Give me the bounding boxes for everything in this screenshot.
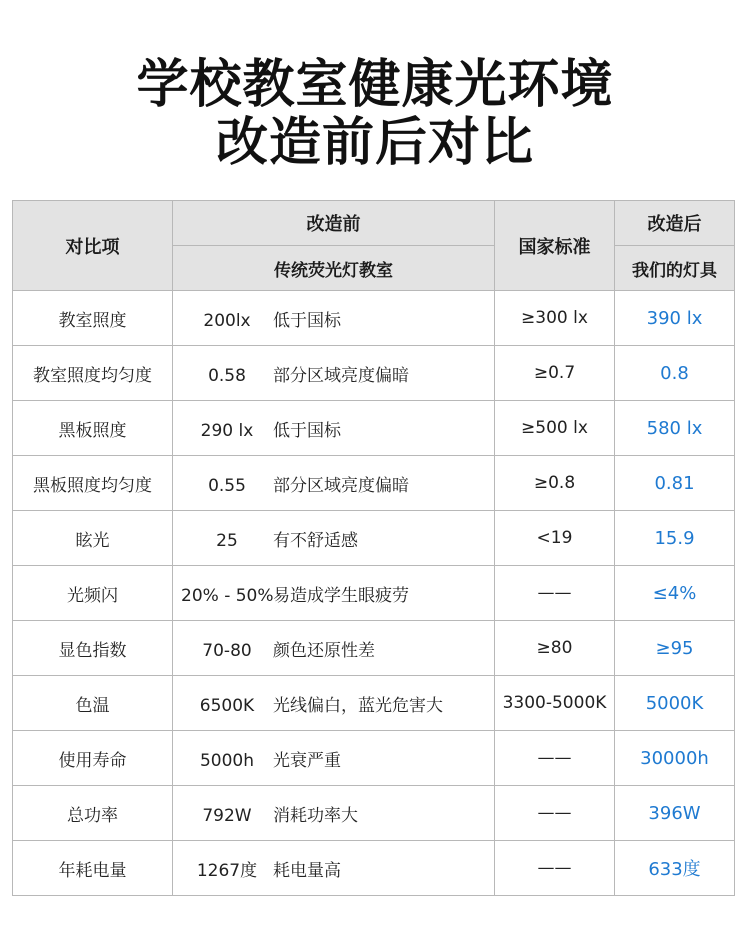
header-after: 改造后 <box>615 201 735 246</box>
row-standard: ≥500 lx <box>495 401 615 456</box>
header-item: 对比项 <box>13 201 173 291</box>
table-row <box>13 731 735 786</box>
row-item: 使用寿命 <box>13 731 173 786</box>
row-after: 390 lx <box>615 291 735 346</box>
row-item: 显色指数 <box>13 621 173 676</box>
before-value: 200lx <box>203 310 251 331</box>
row-standard: 3300-5000K <box>495 676 615 731</box>
row-before <box>173 621 495 676</box>
before-value: 1267度 <box>196 860 258 881</box>
before-desc: 颜色还原性差 <box>273 640 375 661</box>
title-line-1: 学校教室健康光环境 <box>136 55 614 115</box>
before-desc: 消耗功率大 <box>273 805 358 826</box>
row-before <box>173 676 495 731</box>
before-desc: 耗电量高 <box>273 860 341 881</box>
row-before <box>173 511 495 566</box>
row-item: 黑板照度均匀度 <box>13 456 173 511</box>
row-after: 633度 <box>615 841 735 896</box>
row-after: 0.81 <box>615 456 735 511</box>
before-value: 0.55 <box>208 475 246 496</box>
row-before <box>173 346 495 401</box>
header-standard: 国家标准 <box>495 201 615 291</box>
before-value: 6500K <box>199 695 255 716</box>
table-row <box>13 786 735 841</box>
before-value: 70-80 <box>202 640 252 661</box>
comparison-table <box>12 200 735 896</box>
row-before <box>173 456 495 511</box>
table-row <box>13 346 735 401</box>
row-item: 总功率 <box>13 786 173 841</box>
before-desc: 光线偏白，蓝光危害大 <box>273 695 443 716</box>
row-standard: ≥300 lx <box>495 291 615 346</box>
before-desc: 低于国标 <box>273 420 341 441</box>
row-before <box>173 731 495 786</box>
table-row <box>13 291 735 346</box>
row-standard: ≥0.7 <box>495 346 615 401</box>
row-standard: —— <box>495 731 615 786</box>
row-standard: —— <box>495 786 615 841</box>
before-desc: 有不舒适感 <box>273 530 358 551</box>
title-line-2: 改造前后对比 <box>215 113 534 173</box>
row-before <box>173 401 495 456</box>
header-after-sub: 我们的灯具 <box>615 246 735 291</box>
row-standard: —— <box>495 841 615 896</box>
row-after: 0.8 <box>615 346 735 401</box>
row-after: ≥95 <box>615 621 735 676</box>
row-before <box>173 566 495 621</box>
row-item: 黑板照度 <box>13 401 173 456</box>
row-before <box>173 841 495 896</box>
before-value: 20% - 50% <box>181 585 274 606</box>
page-title <box>0 0 750 172</box>
row-after: 396W <box>615 786 735 841</box>
before-value: 25 <box>216 530 238 551</box>
row-before <box>173 786 495 841</box>
row-after: 30000h <box>615 731 735 786</box>
row-item: 光频闪 <box>13 566 173 621</box>
table-row <box>13 676 735 731</box>
before-value: 0.58 <box>208 365 246 386</box>
before-value: 290 lx <box>200 420 254 441</box>
table-row <box>13 456 735 511</box>
row-standard: <19 <box>495 511 615 566</box>
row-standard: ≥0.8 <box>495 456 615 511</box>
row-standard: —— <box>495 566 615 621</box>
header-row-1 <box>13 201 735 246</box>
table-row <box>13 401 735 456</box>
row-item: 色温 <box>13 676 173 731</box>
row-standard: ≥80 <box>495 621 615 676</box>
row-item: 年耗电量 <box>13 841 173 896</box>
table-row <box>13 511 735 566</box>
table-row <box>13 841 735 896</box>
before-desc: 部分区域亮度偏暗 <box>273 475 409 496</box>
row-after: 580 lx <box>615 401 735 456</box>
header-before-sub: 传统荧光灯教室 <box>173 246 495 291</box>
row-item: 教室照度均匀度 <box>13 346 173 401</box>
before-desc: 低于国标 <box>273 310 341 331</box>
row-before <box>173 291 495 346</box>
row-after: ≤4% <box>615 566 735 621</box>
comparison-table-wrapper <box>12 200 734 896</box>
before-value: 5000h <box>199 750 255 771</box>
before-desc: 光衰严重 <box>273 750 341 771</box>
before-value: 792W <box>202 805 252 826</box>
before-desc: 部分区域亮度偏暗 <box>273 365 409 386</box>
table-row <box>13 566 735 621</box>
row-after: 5000K <box>615 676 735 731</box>
row-after: 15.9 <box>615 511 735 566</box>
table-row <box>13 621 735 676</box>
header-before: 改造前 <box>173 201 495 246</box>
row-item: 教室照度 <box>13 291 173 346</box>
row-item: 眩光 <box>13 511 173 566</box>
before-desc: 易造成学生眼疲劳 <box>273 585 409 606</box>
